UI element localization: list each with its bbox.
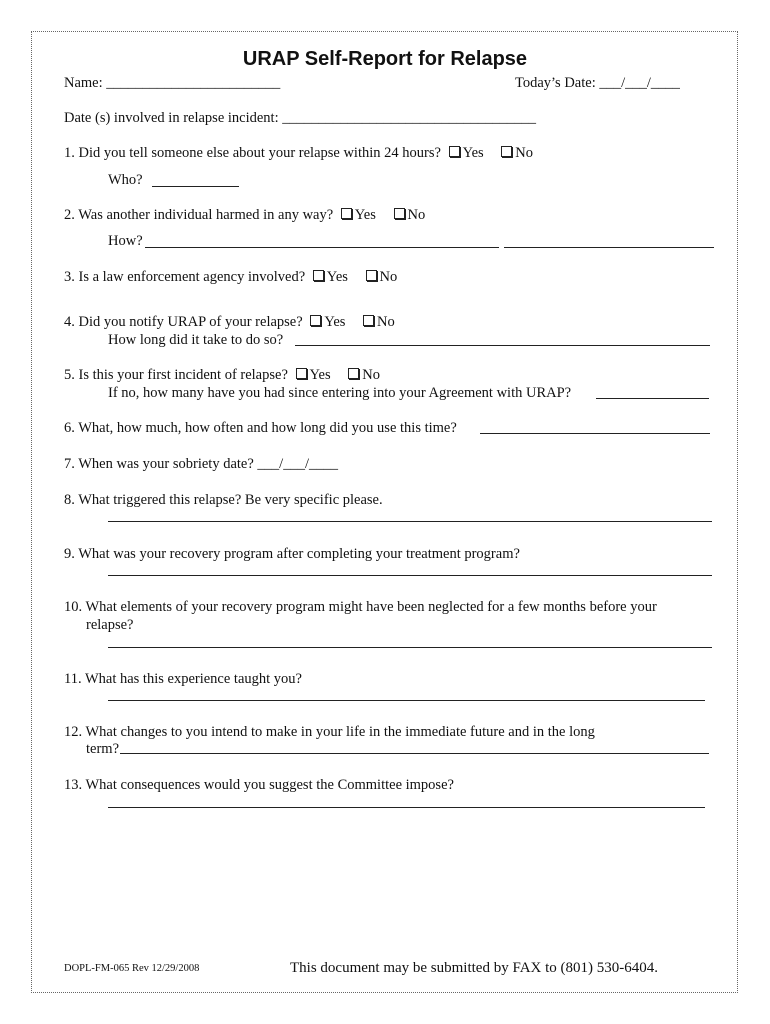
q1-who-label: Who? [108,172,143,188]
q1-yes-label: Yes [462,145,484,161]
q6-answer-line[interactable] [480,433,710,434]
q3-no-label: No [379,269,398,285]
question-2 [64,207,425,224]
q2-how-line-1[interactable] [145,247,499,248]
q2-no-label: No [407,207,426,223]
q4-no-label: No [377,314,395,330]
q5-no-checkbox[interactable] [348,368,359,379]
q2-how-label: How? [108,233,143,249]
q10-answer-line[interactable] [108,647,712,648]
question-5-text: 5. Is this your first incident of relapse? [64,367,288,383]
name-field[interactable]: Name: ________________________ [64,75,281,91]
q1-no-checkbox[interactable] [501,146,512,157]
question-1-text: 1. Did you tell someone else about your relapse within 24 hours? [64,145,441,161]
q11-answer-line[interactable] [108,700,705,701]
question-1 [64,145,533,162]
question-10-line-2: relapse? [86,617,134,633]
q2-how-line-2[interactable] [504,247,714,248]
q4-how-long-line[interactable] [295,345,710,346]
q1-yes-checkbox[interactable] [449,146,460,157]
q4-yes-checkbox[interactable] [310,315,321,326]
q8-answer-line[interactable] [108,521,712,522]
q3-yes-checkbox[interactable] [313,270,324,281]
q1-who-line[interactable] [152,186,239,187]
question-3 [64,269,397,286]
question-2-text: 2. Was another individual harmed in any way? [64,207,334,223]
question-13: 13. What consequences would you suggest the Committee impose? [64,777,454,793]
q5-yes-label: Yes [309,367,331,383]
q5-no-label: No [362,367,380,383]
q12-answer-line[interactable] [120,753,709,754]
question-6: 6. What, how much, how often and how long did you use this time? [64,420,457,436]
q5-yes-checkbox[interactable] [296,368,307,379]
q4-no-checkbox[interactable] [363,315,374,326]
question-10-line-1: 10. What elements of your recovery program might have been neglected for a few months before your [64,599,657,615]
q4-yes-label: Yes [324,314,346,330]
question-5 [64,367,380,384]
question-12-line-2: term? [86,741,120,757]
q5-how-many-line[interactable] [596,398,709,399]
q2-yes-label: Yes [354,207,376,223]
question-4-text: 4. Did you notify URAP of your relapse? [64,314,303,330]
form-title: URAP Self-Report for Relapse [242,48,528,70]
question-11: 11. What has this experience taught you? [64,671,302,687]
fax-note: This document may be submitted by FAX to (801) 530-6404. [290,960,659,976]
todays-date-field[interactable]: Today’s Date: ___/___/____ [515,75,680,91]
q3-yes-label: Yes [326,269,348,285]
question-3-text: 3. Is a law enforcement agency involved? [64,269,306,285]
q2-yes-checkbox[interactable] [341,208,352,219]
question-7[interactable]: 7. When was your sobriety date? ___/___/____ [64,456,338,472]
q4-how-long-label: How long did it take to do so? [108,332,284,348]
relapse-dates-field[interactable]: Date (s) involved in relapse incident: ___________________________________ [64,110,536,126]
question-8: 8. What triggered this relapse? Be very specific please. [64,492,383,508]
question-12-line-1: 12. What changes to you intend to make in your life in the immediate future and in the long [64,724,595,740]
q3-no-checkbox[interactable] [366,270,377,281]
q13-answer-line[interactable] [108,807,705,808]
question-4 [64,314,395,331]
q2-no-checkbox[interactable] [394,208,405,219]
q1-no-label: No [515,145,534,161]
question-9: 9. What was your recovery program after completing your treatment program? [64,546,520,562]
q5-how-many-label: If no, how many have you had since entering into your Agreement with URAP? [108,385,572,401]
q9-answer-line[interactable] [108,575,712,576]
form-id: DOPL-FM-065 Rev 12/29/2008 [64,963,200,974]
